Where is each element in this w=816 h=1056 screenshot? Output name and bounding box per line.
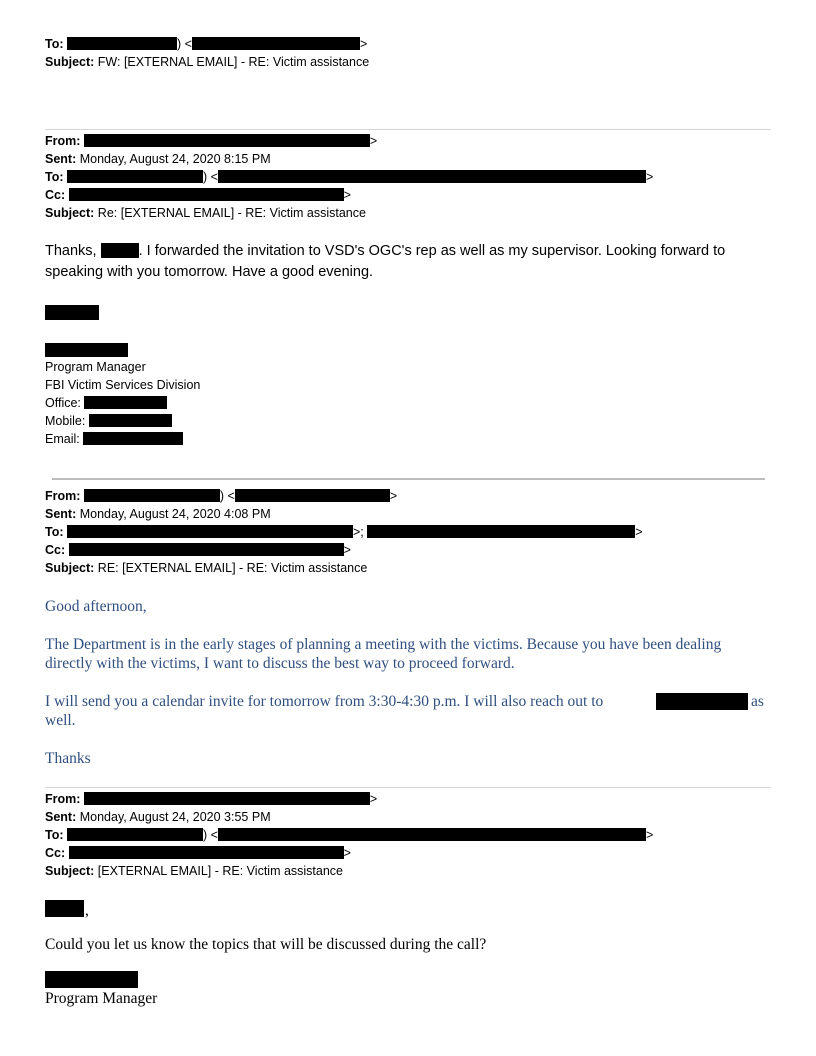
angle-close: > bbox=[343, 846, 351, 860]
email2-subject: RE: [EXTERNAL EMAIL] - RE: Victim assistance bbox=[97, 561, 368, 575]
email2-greeting: Good afternoon, bbox=[45, 598, 147, 615]
redaction-block bbox=[67, 170, 203, 183]
email2-para2 bbox=[45, 692, 770, 730]
angle-close: > bbox=[645, 170, 654, 184]
email3-sent: Monday, August 24, 2020 3:55 PM bbox=[79, 810, 271, 824]
email3-question: Could you let us know the topics that will be discussed during the call? bbox=[45, 936, 487, 953]
mobile-label: Mobile: bbox=[45, 414, 86, 428]
email2-para1: The Department is in the early stages of planning a meeting with the victims. Because you have been dealing directly with the victims, I want to discuss the best way to proceed forward. bbox=[45, 636, 722, 672]
divider bbox=[45, 787, 771, 788]
subject-label: Subject: bbox=[45, 206, 95, 220]
divider bbox=[45, 129, 771, 130]
redaction-block bbox=[84, 396, 167, 409]
email2-sent: Monday, August 24, 2020 4:08 PM bbox=[79, 507, 271, 521]
redaction-block bbox=[45, 343, 128, 357]
email1-sig-office bbox=[45, 395, 167, 411]
redaction-block bbox=[101, 243, 139, 258]
to-end: > bbox=[359, 37, 368, 51]
email3-sig-title: Program Manager bbox=[45, 990, 158, 1007]
cc-label: Cc: bbox=[45, 188, 66, 202]
redaction-block bbox=[84, 489, 220, 502]
fw-subject-line bbox=[45, 54, 369, 70]
cc-label: Cc: bbox=[45, 846, 66, 860]
to-separator: ) < bbox=[177, 37, 192, 51]
redaction-block bbox=[235, 489, 390, 502]
from-label: From: bbox=[45, 489, 81, 503]
from-separator: ) < bbox=[219, 489, 235, 503]
redaction-block bbox=[192, 37, 360, 50]
email3-cc-line bbox=[45, 845, 351, 861]
from-label: From: bbox=[45, 792, 81, 806]
subject-label: Subject: bbox=[45, 561, 95, 575]
redaction-block bbox=[218, 170, 646, 183]
angle-close: > bbox=[369, 792, 378, 806]
email1-sig-org: FBI Victim Services Division bbox=[45, 378, 201, 392]
to-label: To: bbox=[45, 170, 64, 184]
to-label: To: bbox=[45, 525, 64, 539]
to-label: To: bbox=[45, 828, 64, 842]
redaction-block bbox=[84, 134, 370, 147]
email1-sig-mobile bbox=[45, 413, 172, 429]
to-separator: >; bbox=[353, 525, 364, 539]
to-separator: ) < bbox=[203, 828, 218, 842]
email1-body-line: speaking with you tomorrow. Have a good evening. bbox=[45, 264, 374, 280]
angle-close: > bbox=[369, 134, 378, 148]
angle-close: > bbox=[343, 188, 351, 202]
redaction-block bbox=[45, 900, 84, 917]
sent-label: Sent: bbox=[45, 810, 77, 824]
email-label: Email: bbox=[45, 432, 80, 446]
email1-body bbox=[45, 241, 745, 283]
to-label: To: bbox=[45, 37, 64, 51]
sent-label: Sent: bbox=[45, 507, 77, 521]
redaction-block bbox=[89, 414, 172, 427]
email1-sig-email bbox=[45, 431, 183, 447]
email3-to-line bbox=[45, 827, 653, 843]
cc-label: Cc: bbox=[45, 543, 66, 557]
redaction-block bbox=[83, 432, 183, 445]
email2-subject-line bbox=[45, 560, 367, 576]
email2-para2-line: well. bbox=[45, 712, 76, 729]
email3-subject: [EXTERNAL EMAIL] - RE: Victim assistance bbox=[97, 864, 344, 878]
email1-cc-line bbox=[45, 187, 351, 203]
email2-from-line bbox=[45, 488, 397, 504]
redaction-block bbox=[67, 37, 177, 50]
to-separator: ) < bbox=[203, 170, 218, 184]
angle-close: > bbox=[343, 543, 351, 557]
subject-label: Subject: bbox=[45, 55, 95, 69]
redaction-block bbox=[69, 543, 344, 556]
email1-to-line bbox=[45, 169, 653, 185]
email1-sent: Monday, August 24, 2020 8:15 PM bbox=[79, 152, 271, 166]
email3-from-line bbox=[45, 791, 377, 807]
subject-label: Subject: bbox=[45, 864, 95, 878]
body-text: . I forwarded the invitation to VSD's OGC's rep as well as my supervisor. Looking forward to bbox=[138, 243, 726, 259]
redaction-block bbox=[69, 846, 344, 859]
email1-subject-line bbox=[45, 205, 366, 221]
redaction-block bbox=[218, 828, 646, 841]
redaction-block bbox=[656, 693, 748, 710]
email2-sent-line bbox=[45, 506, 271, 522]
angle-close: > bbox=[645, 828, 654, 842]
redaction-block bbox=[367, 525, 635, 538]
email1-sent-line bbox=[45, 151, 271, 167]
email2-para2-line bbox=[45, 692, 770, 711]
email1-body-line bbox=[45, 241, 745, 262]
angle-close: > bbox=[635, 525, 643, 539]
redaction-block bbox=[45, 305, 99, 320]
angle-close: > bbox=[389, 489, 398, 503]
salutation-comma: , bbox=[85, 902, 89, 919]
divider bbox=[52, 478, 765, 480]
office-label: Office: bbox=[45, 396, 81, 410]
redaction-block bbox=[67, 828, 203, 841]
from-label: From: bbox=[45, 134, 81, 148]
fw-subject: FW: [EXTERNAL EMAIL] - RE: Victim assistance bbox=[97, 55, 370, 69]
email2-to-line bbox=[45, 524, 643, 540]
email1-subject: Re: [EXTERNAL EMAIL] - RE: Victim assistance bbox=[97, 206, 366, 220]
email2-cc-line bbox=[45, 542, 351, 558]
redaction-block bbox=[84, 792, 370, 805]
email1-from-line bbox=[45, 133, 377, 149]
sent-label: Sent: bbox=[45, 152, 77, 166]
email1-sig-title: Program Manager bbox=[45, 360, 146, 374]
redaction-block bbox=[45, 971, 138, 988]
email3-sent-line bbox=[45, 809, 271, 825]
body-text: Thanks, bbox=[45, 243, 101, 259]
body-text: I will send you a calendar invite for tomorrow from 3:30-4:30 p.m. I will also reach out to bbox=[45, 693, 604, 710]
redaction-block bbox=[69, 188, 344, 201]
email3-subject-line bbox=[45, 863, 343, 879]
email2-closing: Thanks bbox=[45, 750, 91, 767]
body-text: as bbox=[751, 693, 764, 710]
fw-to-line bbox=[45, 36, 367, 52]
redaction-block bbox=[67, 525, 353, 538]
